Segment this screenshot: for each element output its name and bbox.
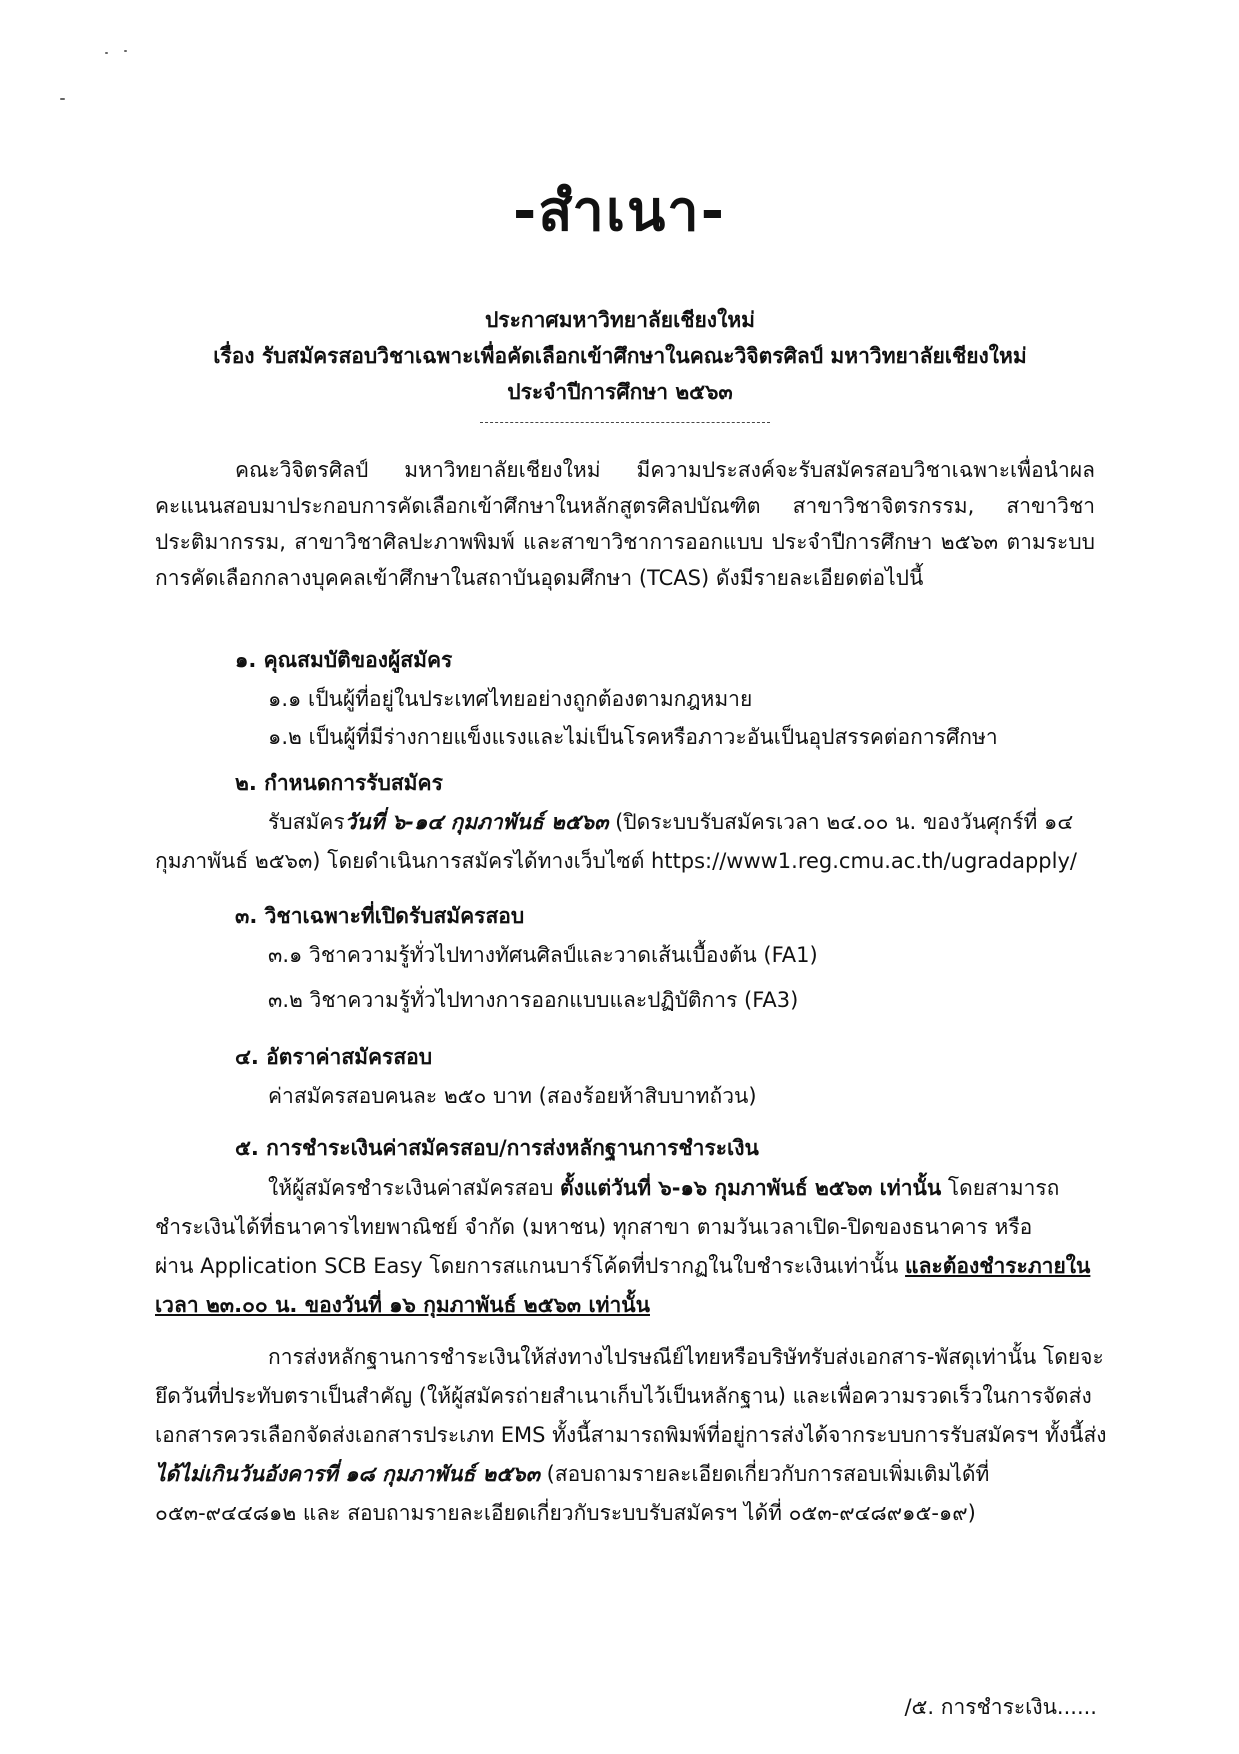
section-5-title: ๕. การชำระเงินค่าสมัครสอบ/การส่งหลักฐานการชำระเงิน: [235, 1136, 759, 1160]
section-3-item-2: ๓.๒ วิชาความรู้ทั่วไปทางการออกแบบและปฏิบัติการ (FA3): [268, 988, 799, 1012]
dashed-divider: [480, 422, 770, 423]
section-5-text: ผ่าน Application SCB Easy โดยการสแกนบาร์โค้ดที่ปรากฏในใบชำระเงินเท่านั้น: [155, 1254, 906, 1278]
section-2-text: รับสมัคร: [268, 810, 345, 834]
section-5-para-1-line-3: [155, 1250, 1095, 1283]
scan-speck: [105, 52, 108, 54]
section-5-text: โดยสามารถ: [941, 1176, 1060, 1200]
section-5-mail-deadline: ได้ไม่เกินวันอังคารที่ ๑๘ กุมภาพันธ์ ๒๕๖๓: [155, 1462, 540, 1486]
section-1-item-1: ๑.๑ เป็นผู้ที่อยู่ในประเทศไทยอย่างถูกต้องตามกฎหมาย: [268, 687, 753, 711]
announcement-line-2: เรื่อง รับสมัครสอบวิชาเฉพาะเพื่อคัดเลือกเข้าศึกษาในคณะวิจิตรศิลป์ มหาวิทยาลัยเชียงใหม่: [213, 344, 1027, 369]
intro-paragraph: คณะวิจิตรศิลป์ มหาวิทยาลัยเชียงใหม่ มีความประสงค์จะรับสมัครสอบวิชาเฉพาะเพื่อนำผลคะแนนสอบมาประกอบการคัดเลือกเข้าศึกษาในหลักสูตรศิลปบัณฑิต สาขาวิชาจิตรกรรม, สาขาวิชาประติมากรรม, สาขาวิชาศิลปะภาพพิมพ์ และสาขาวิชาการออกแบบ ประจำปีการศึกษา ๒๕๖๓ ตามระบบการคัดเลือกกลางบุคคลเข้าศึกษาในสถาบันอุดมศึกษา (TCAS) ดังมีรายละเอียดต่อไปนี้: [155, 458, 1095, 590]
scan-speck: [60, 98, 65, 100]
section-1-item-2: ๑.๒ เป็นผู้ที่มีร่างกายแข็งแรงและไม่เป็นโรคหรือภาวะอันเป็นอุปสรรคต่อการศึกษา: [268, 725, 998, 749]
section-2-title: ๒. กำหนดการรับสมัคร: [235, 771, 443, 795]
section-2-line-2: กุมภาพันธ์ ๒๕๖๓) โดยดำเนินการสมัครได้ทางเว็บไซต์ https://www1.reg.cmu.ac.th/ugradapply/: [155, 849, 1077, 873]
section-5-para-1-line-1: [268, 1172, 1098, 1205]
section-5-para-1-line-4: [155, 1289, 1095, 1322]
section-5-para-2-line-1: การส่งหลักฐานการชำระเงินให้ส่งทางไปรษณีย์ไทยหรือบริษัทรับส่งเอกสาร-พัสดุเท่านั้น โดยจะ: [268, 1345, 1104, 1369]
section-2-text: (ปิดระบบรับสมัครเวลา ๒๔.๐๐ น. ของวันศุกร์ที่ ๑๔: [608, 810, 1074, 834]
section-2-line-1: [268, 806, 1098, 839]
section-5-deadline-time: เวลา ๒๓.๐๐ น. ของวันที่ ๑๖ กุมภาพันธ์ ๒๕๖๓ เท่านั้น: [155, 1293, 650, 1317]
announcement-line-1: ประกาศมหาวิทยาลัยเชียงใหม่: [484, 308, 756, 332]
copy-stamp-title: -สำเนา-: [513, 179, 726, 244]
section-5-para-2-line-3: เอกสารควรเลือกจัดส่งเอกสารประเภท EMS ทั้งนี้สามารถพิมพ์ที่อยู่การส่งได้จากระบบการรับสมัครฯ ทั้งนี้ส่ง: [155, 1423, 1107, 1447]
section-5-payment-dates: ตั้งแต่วันที่ ๖-๑๖ กุมภาพันธ์ ๒๕๖๓ เท่านั้น: [560, 1176, 942, 1200]
announcement-heading: [140, 302, 1100, 410]
section-4-title: ๔. อัตราค่าสมัครสอบ: [235, 1045, 433, 1069]
section-5-deadline: และต้องชำระภายใน: [905, 1254, 1091, 1278]
section-1-title: ๑. คุณสมบัติของผู้สมัคร: [235, 648, 453, 672]
page-continuation-footer: /๕. การชำระเงิน......: [904, 1695, 1097, 1719]
section-4-text: ค่าสมัครสอบคนละ ๒๕๐ บาท (สองร้อยห้าสิบบาทถ้วน): [268, 1084, 757, 1108]
section-5-para-1-line-2: ชำระเงินได้ที่ธนาคารไทยพาณิชย์ จำกัด (มหาชน) ทุกสาขา ตามวันเวลาเปิด-ปิดของธนาคาร หรือ: [155, 1215, 1033, 1239]
section-2-dates: วันที่ ๖-๑๔ กุมภาพันธ์ ๒๕๖๓: [344, 810, 609, 834]
section-3-title: ๓. วิชาเฉพาะที่เปิดรับสมัครสอบ: [235, 904, 525, 928]
announcement-line-3: ประจำปีการศึกษา ๒๕๖๓: [507, 380, 733, 405]
section-5-para-2-line-2: ยึดวันที่ประทับตราเป็นสำคัญ (ให้ผู้สมัครถ่ายสำเนาเก็บไว้เป็นหลักฐาน) และเพื่อความรวดเร็วในการจัดส่ง: [155, 1384, 1092, 1408]
section-5-text: ให้ผู้สมัครชำระเงินค่าสมัครสอบ: [268, 1176, 561, 1200]
section-5-para-2-line-4: [155, 1458, 1095, 1491]
section-5-para-2-line-5: ๐๕๓-๙๔๔๘๑๒ และ สอบถามรายละเอียดเกี่ยวกับระบบรับสมัครฯ ได้ที่ ๐๕๓-๙๔๘๙๑๕-๑๙): [155, 1501, 976, 1525]
section-3-item-1: ๓.๑ วิชาความรู้ทั่วไปทางทัศนศิลป์และวาดเส้นเบื้องต้น (FA1): [268, 943, 818, 967]
section-5-text: (สอบถามรายละเอียดเกี่ยวกับการสอบเพิ่มเติมได้ที่: [539, 1462, 990, 1486]
scan-speck: [124, 50, 127, 52]
